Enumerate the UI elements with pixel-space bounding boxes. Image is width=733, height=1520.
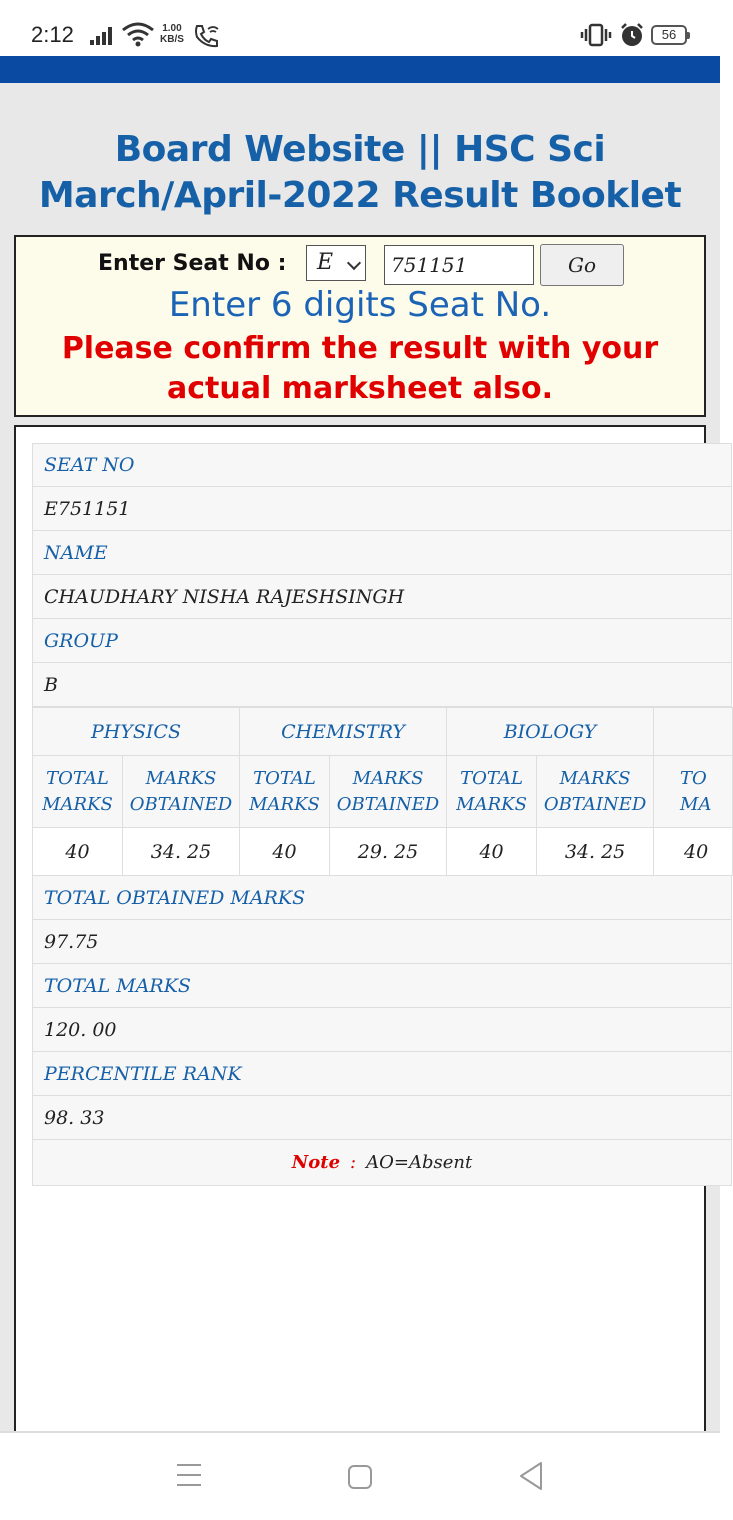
seat-hint: Enter 6 digits Seat No. [168,285,552,325]
seat-prefix-select[interactable] [306,245,366,281]
subject-chemistry: CHEMISTRY [240,708,447,756]
subject-physics: PHYSICS [33,708,240,756]
status-bar [0,0,720,56]
seat-prefix-value: E [317,250,334,275]
name-label: NAME [32,531,732,575]
biology-total: 40 [447,828,537,876]
group-value: B [32,663,732,707]
net-speed [160,23,184,45]
total-obtained-label: TOTAL OBTAINED MARKS [32,876,732,920]
battery-icon: 56 [651,25,687,45]
subject-header-row [33,708,733,756]
call-wifi-icon [193,23,219,49]
total-marks-value: 120. 00 [32,1008,732,1052]
navigation-bar [0,1431,720,1520]
page-title-line1: Board Website || HSC Sci [114,129,606,170]
page-title-line2: March/April-2022 Result Booklet [38,175,682,216]
status-time: 2:12 [31,22,74,47]
home-icon[interactable] [348,1465,372,1489]
wifi-icon [121,22,155,48]
note-key: Note [291,1152,341,1173]
chemistry-obtained-head: MARKS OBTAINED [330,756,447,828]
marks-value-row [33,828,733,876]
result-details [32,443,732,1186]
physics-obtained-head: MARKS OBTAINED [123,756,240,828]
chemistry-total-head: TOTAL MARKS [240,756,330,828]
biology-total-head: TOTAL MARKS [447,756,537,828]
page-title [0,127,720,219]
warning-message: Please confirm the result with your actual marksheet also. [61,331,659,406]
chevron-down-icon [347,256,361,270]
marks-table [32,707,733,876]
note-colon: : [350,1152,357,1173]
seat-search-panel [14,235,706,417]
note-text: AO=Absent [366,1152,473,1173]
physics-total-head: TOTAL MARKS [33,756,123,828]
header-bar [0,56,720,83]
marks-header-row [33,756,733,828]
vibrate-icon [581,23,611,47]
seat-number-label: Enter Seat No : [98,251,287,276]
note-row [32,1140,732,1186]
signal-icon [90,25,116,45]
group-label: GROUP [32,619,732,663]
seat-no-value: E751151 [32,487,732,531]
back-icon[interactable] [518,1461,544,1491]
total-marks-label: TOTAL MARKS [32,964,732,1008]
subject-extra [654,708,733,756]
result-page [0,83,720,1431]
percentile-value: 98. 33 [32,1096,732,1140]
extra-total-head: TO MA [654,756,733,828]
net-speed-unit: KB/S [160,34,184,45]
recent-apps-icon[interactable] [176,1463,202,1487]
physics-obtained: 34. 25 [123,828,240,876]
seat-number-input[interactable] [384,245,534,285]
seat-no-label: SEAT NO [32,443,732,487]
biology-obtained: 34. 25 [537,828,654,876]
go-button[interactable]: Go [540,244,624,286]
name-value: CHAUDHARY NISHA RAJESHSINGH [32,575,732,619]
chemistry-total: 40 [240,828,330,876]
net-speed-value: 1.00 [162,23,182,34]
total-obtained-value: 97.75 [32,920,732,964]
biology-obtained-head: MARKS OBTAINED [537,756,654,828]
extra-total: 40 [654,828,733,876]
subject-biology: BIOLOGY [447,708,654,756]
percentile-label: PERCENTILE RANK [32,1052,732,1096]
alarm-icon [620,23,644,47]
chemistry-obtained: 29. 25 [330,828,447,876]
result-panel [14,425,712,1445]
physics-total: 40 [33,828,123,876]
